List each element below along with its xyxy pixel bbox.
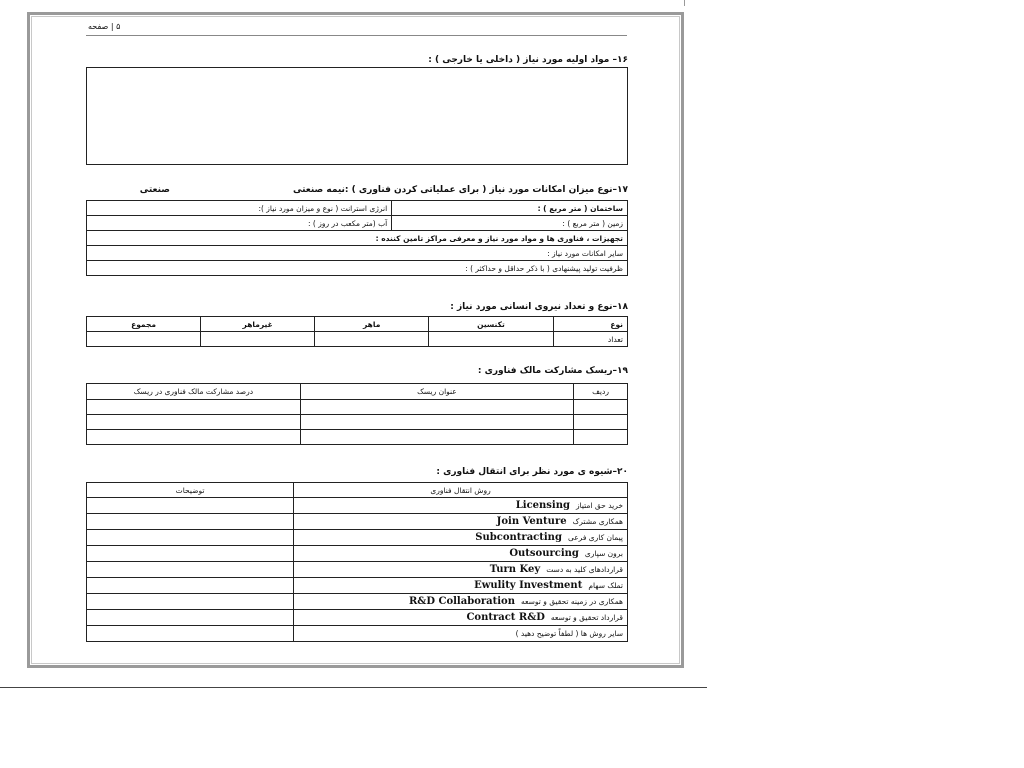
risk-cell[interactable] [300, 415, 573, 430]
other-facilities-field[interactable]: سایر امکانات مورد نیاز : [87, 246, 628, 261]
raw-materials-box[interactable] [86, 67, 628, 165]
risk-cell[interactable] [574, 400, 628, 415]
transfer-method-outsourcing[interactable] [294, 546, 628, 562]
section-17-option-industrial: صنعتی [139, 185, 170, 195]
method-en: Turn Key [489, 564, 541, 575]
method-fa: همکاری در زمینه تحقیق و توسعه [520, 597, 623, 606]
workforce-header-type: نوع [553, 317, 627, 332]
section-16-title: ۱۶– مواد اولیه مورد نیاز ( داخلی یا خارجی ) : [428, 55, 628, 65]
building-field[interactable]: ساختمان ( متر مربع ) : [392, 201, 628, 216]
transfer-notes-cell[interactable] [87, 498, 294, 514]
energy-field[interactable]: انرژی استرانت ( نوع و میزان مورد نیاز ): [87, 201, 392, 216]
workforce-header-skilled: ماهر [315, 317, 429, 332]
transfer-notes-cell[interactable] [87, 514, 294, 530]
transfer-method-table [86, 482, 628, 642]
workforce-table [86, 316, 628, 347]
section-18-title: ۱۸–نوع و تعداد نیروی انسانی مورد نیاز : [450, 302, 628, 312]
page-bottom-rule [0, 687, 707, 688]
method-en: Join Venture [496, 516, 567, 527]
method-en: Licensing [515, 500, 570, 511]
risk-header-row: ردیف [574, 384, 628, 400]
risk-header-share: درصد مشارکت مالک فناوری در ریسک [87, 384, 301, 400]
method-fa: برون سپاری [584, 549, 623, 558]
method-fa: همکاری مشترک [572, 517, 623, 526]
method-fa: تملک سهام [588, 581, 623, 590]
workforce-cell[interactable] [315, 332, 429, 347]
section-19-title: ۱۹–ریسک مشارکت مالک فناوری : [477, 366, 628, 376]
risk-header-title: عنوان ریسک [300, 384, 573, 400]
workforce-cell[interactable] [429, 332, 554, 347]
transfer-method-other[interactable] [294, 626, 628, 642]
transfer-method-licensing[interactable] [294, 498, 628, 514]
method-fa: سایر روش ها ( لطفاً توضیح دهید ) [515, 629, 623, 638]
transfer-header-method: روش انتقال فناوری [294, 483, 628, 498]
method-fa: پیمان کاری فرعی [567, 533, 623, 542]
risk-cell[interactable] [87, 400, 301, 415]
transfer-notes-cell[interactable] [87, 578, 294, 594]
transfer-notes-cell[interactable] [87, 610, 294, 626]
risk-cell[interactable] [300, 430, 573, 445]
transfer-method-subcontracting[interactable] [294, 530, 628, 546]
transfer-method-equity-investment[interactable] [294, 578, 628, 594]
equipment-field[interactable]: تجهیزات ، فناوری ها و مواد مورد نیاز و معرفی مراکز تامین کننده : [87, 231, 628, 246]
risk-table [86, 383, 628, 445]
transfer-notes-cell[interactable] [87, 562, 294, 578]
page-number: ۵ | صفحه [88, 22, 121, 31]
header-rule [86, 35, 627, 36]
workforce-cell[interactable] [87, 332, 201, 347]
transfer-method-joint-venture[interactable] [294, 514, 628, 530]
transfer-method-contract-rd[interactable] [294, 610, 628, 626]
method-en: Subcontracting [475, 532, 562, 543]
transfer-notes-cell[interactable] [87, 626, 294, 642]
transfer-method-turn-key[interactable] [294, 562, 628, 578]
land-field[interactable]: زمین ( متر مربع ) : [392, 216, 628, 231]
water-field[interactable]: آب (متر مکعب در روز ) : [87, 216, 392, 231]
workforce-row-count-label: تعداد [553, 332, 627, 347]
risk-cell[interactable] [574, 430, 628, 445]
facilities-table [86, 200, 628, 276]
transfer-header-notes: توضیحات [87, 483, 294, 498]
section-20-title: ۲۰–شیوه ی مورد نظر برای انتقال فناوری : [436, 467, 628, 477]
risk-cell[interactable] [300, 400, 573, 415]
method-fa: خرید حق امتیاز [576, 501, 623, 510]
method-en: Outsourcing [509, 548, 579, 559]
method-en: Ewulity Investment [474, 580, 583, 591]
risk-cell[interactable] [87, 415, 301, 430]
method-en: R&D Collaboration [409, 596, 515, 607]
workforce-cell[interactable] [201, 332, 315, 347]
risk-cell[interactable] [574, 415, 628, 430]
method-fa: قرارداد تحقیق و توسعه [550, 613, 623, 622]
workforce-header-unskilled: غیرماهر [201, 317, 315, 332]
workforce-header-technician: تکنسین [429, 317, 554, 332]
method-fa: قراردادهای کلید به دست [546, 565, 623, 574]
transfer-notes-cell[interactable] [87, 530, 294, 546]
risk-cell[interactable] [87, 430, 301, 445]
section-17-title: ۱۷–نوع میزان امکانات مورد نیاز ( برای عملیاتی کردن فناوری ) :نیمه صنعتی [293, 185, 628, 195]
transfer-method-rd-collaboration[interactable] [294, 594, 628, 610]
workforce-header-total: مجموع [87, 317, 201, 332]
method-en: Contract R&D [466, 612, 545, 623]
page-edge-mark [684, 0, 685, 6]
production-capacity-field[interactable]: ظرفیت تولید پیشنهادی ( با ذکر حداقل و حداکثر ) : [87, 261, 628, 276]
transfer-notes-cell[interactable] [87, 594, 294, 610]
transfer-notes-cell[interactable] [87, 546, 294, 562]
